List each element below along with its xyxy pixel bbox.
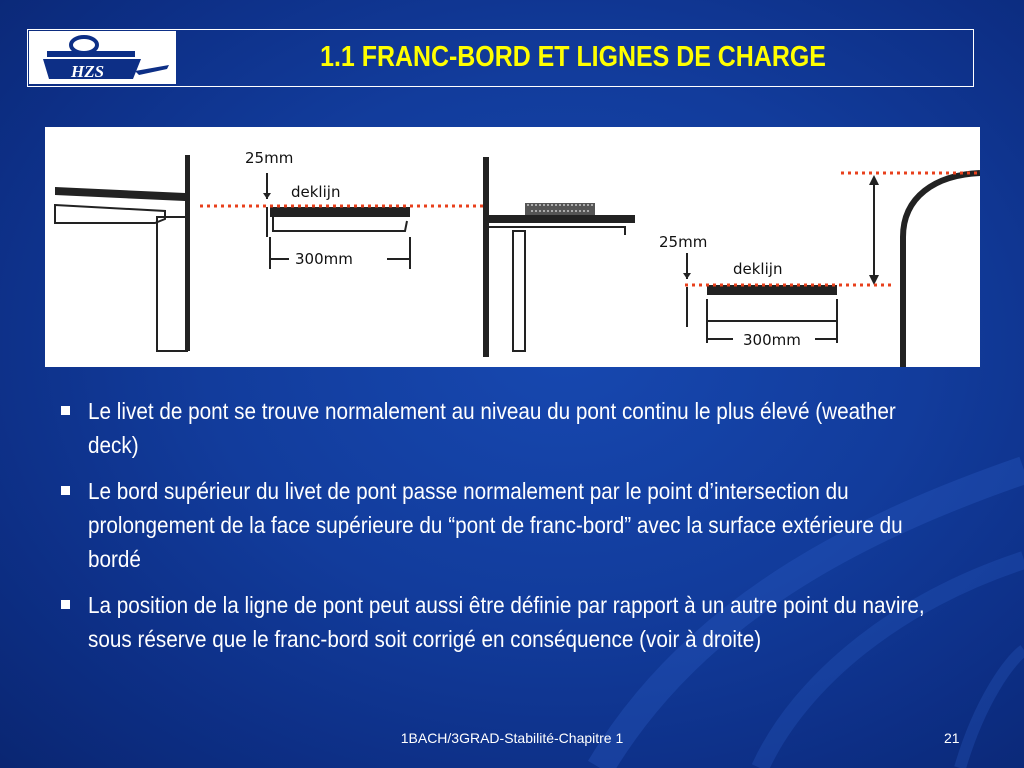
bullet-item [60, 474, 960, 576]
slide-title: 1.1 FRANC-BORD ET LIGNES DE CHARGE [320, 41, 826, 73]
middle-deck-diagram [483, 157, 635, 357]
right-width-label: 300mm [743, 331, 801, 349]
hzs-logo-icon [29, 31, 176, 84]
bullet-item [60, 588, 960, 656]
left-width-label: 300mm [295, 250, 353, 268]
square-bullet-icon [61, 406, 70, 415]
right-offset-label: 25mm [659, 233, 708, 251]
right-deck-label: deklijn [733, 260, 783, 278]
square-bullet-icon [61, 486, 70, 495]
square-bullet-icon [61, 600, 70, 609]
bullet-text: Le livet de pont se trouve normalement au niveau du pont continu le plus élevé (weather deck) [88, 398, 896, 458]
bullet-text: La position de la ligne de pont peut aussi être définie par rapport à un autre point du navire, sous réserve que le franc-bord soit corrigé en conséquence (voir à droite) [88, 592, 925, 652]
bullet-item [60, 394, 960, 462]
footer-course: 1BACH/3GRAD-Stabilité-Chapitre 1 [400, 730, 624, 746]
bullet-list [60, 394, 960, 668]
bullet-text: Le bord supérieur du livet de pont passe normalement par le point d’intersection du prolongement de la face supérieure du “pont de franc-bord” avec la surface extérieure du bordé [88, 478, 903, 572]
left-offset-label: 25mm [245, 149, 294, 167]
page-number: 21 [944, 730, 960, 746]
svg-text:HZS: HZS [71, 62, 105, 81]
freeboard-diagram [45, 127, 980, 367]
left-deck-diagram [55, 155, 485, 351]
right-deck-diagram [683, 173, 980, 367]
logo [29, 31, 176, 84]
left-deck-label: deklijn [291, 183, 341, 201]
